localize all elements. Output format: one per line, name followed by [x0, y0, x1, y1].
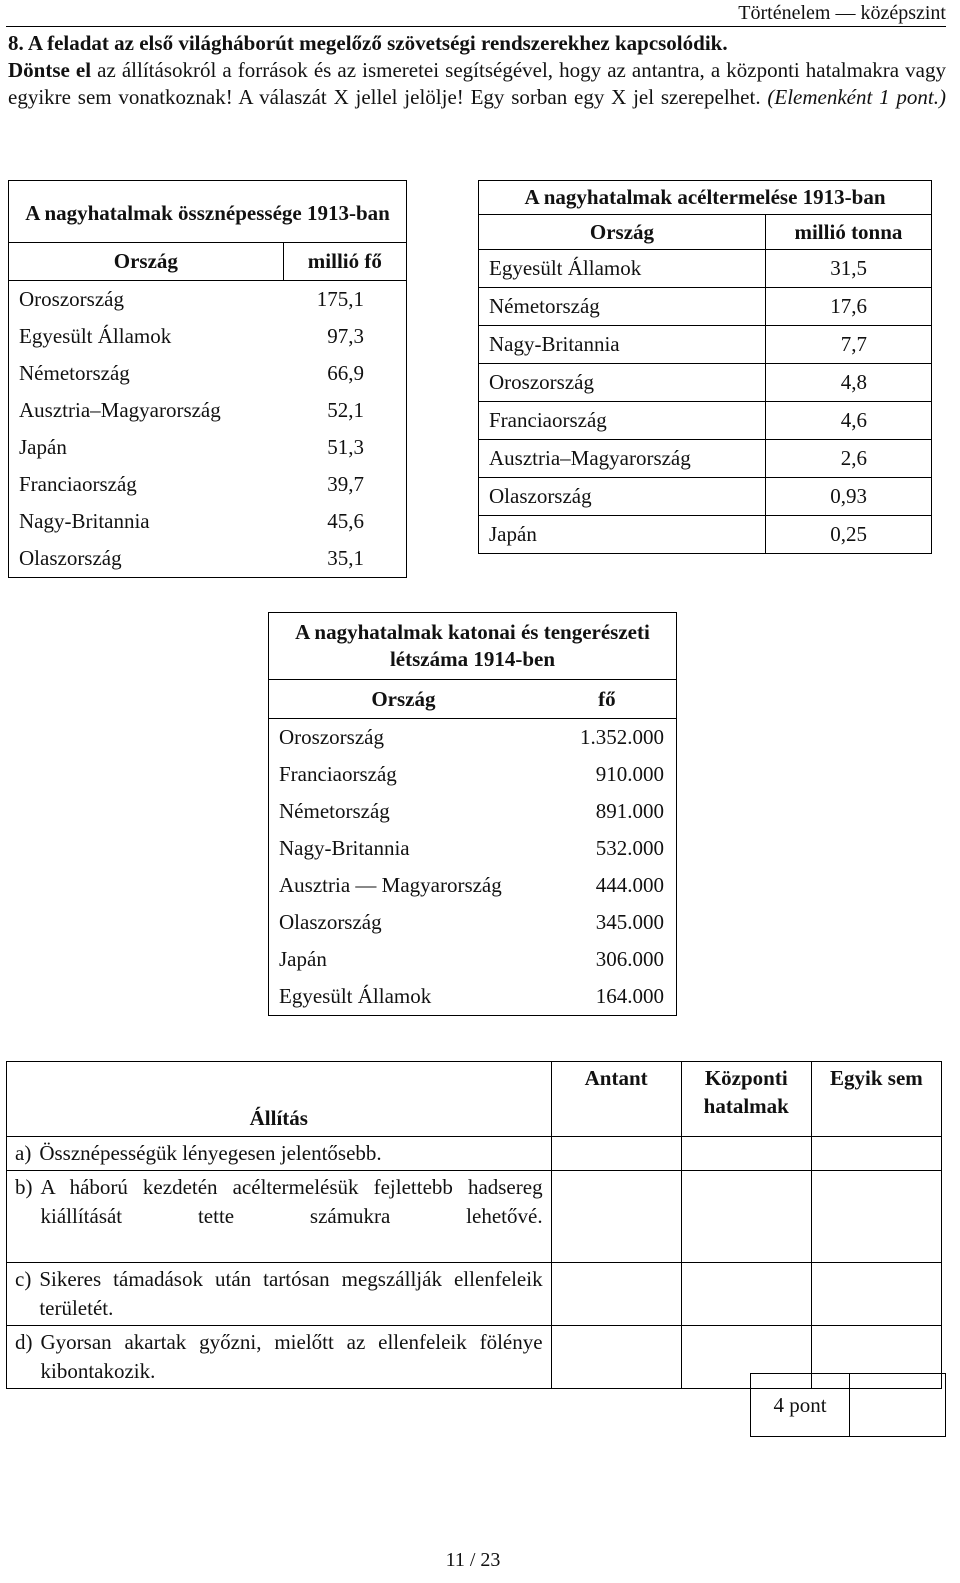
- statement-text: Gyorsan akartak győzni, mielőtt az ellenfeleik fölénye kibontakozik.: [40, 1330, 543, 1383]
- table-row: [9, 429, 407, 466]
- answer-col-neither: Egyik sem: [811, 1062, 941, 1137]
- population-col-country: Ország: [9, 243, 284, 281]
- steel-col-value: millió tonna: [765, 215, 931, 250]
- answer-cell-central[interactable]: [681, 1137, 811, 1171]
- page-header-subject: Történelem — középszint: [738, 2, 946, 24]
- country-cell: Franciaország: [9, 466, 284, 503]
- country-cell: Németország: [479, 288, 766, 326]
- table-row: [269, 978, 677, 1016]
- table-row: [269, 867, 677, 904]
- country-cell: Oroszország: [269, 719, 538, 757]
- population-col-value: millió fő: [283, 243, 406, 281]
- answer-cell-entente[interactable]: [551, 1326, 681, 1389]
- country-cell: Olaszország: [9, 540, 284, 578]
- statement-label: a): [15, 1141, 32, 1165]
- answer-col-entente: Antant: [551, 1062, 681, 1137]
- value-cell: 164.000: [538, 978, 677, 1016]
- score-label: 4 pont: [751, 1374, 850, 1436]
- country-cell: Japán: [479, 516, 766, 554]
- statement-label: c): [15, 1267, 32, 1291]
- table-row: [479, 250, 932, 288]
- country-cell: Franciaország: [269, 756, 538, 793]
- table-row: [479, 326, 932, 364]
- table-row: [269, 941, 677, 978]
- answer-cell-neither[interactable]: [811, 1137, 941, 1171]
- table-row: [9, 355, 407, 392]
- task-title: 8. A feladat az első világháborút megelőző szövetségi rendszerekhez kapcsolódik.: [8, 31, 728, 55]
- value-cell: 2,6: [765, 440, 931, 478]
- military-table-title: A nagyhatalmak katonai és tengerészeti létszáma 1914-ben: [269, 613, 677, 680]
- country-cell: Nagy-Britannia: [9, 503, 284, 540]
- value-cell: 52,1: [283, 392, 406, 429]
- answer-cell-entente[interactable]: [551, 1171, 681, 1263]
- steel-table: [478, 180, 932, 554]
- population-table: [8, 180, 407, 578]
- military-col-country: Ország: [269, 680, 538, 719]
- value-cell: 4,6: [765, 402, 931, 440]
- value-cell: 910.000: [538, 756, 677, 793]
- value-cell: 532.000: [538, 830, 677, 867]
- table-row: [269, 719, 677, 757]
- steel-table-title: A nagyhatalmak acéltermelése 1913-ban: [479, 181, 932, 215]
- statement-label: d): [15, 1330, 33, 1354]
- value-cell: 31,5: [765, 250, 931, 288]
- country-cell: Ausztria–Magyarország: [9, 392, 284, 429]
- instruction-text: az állításokról a források és az ismeretei segítségével, hogy az antantra, a központi hatalmakra vagy egyikre sem vonatkoznak! A válaszát X jellel jelölje! Egy sorban egy X jel szerepelhet.: [8, 58, 946, 109]
- table-row: [269, 756, 677, 793]
- value-cell: 45,6: [283, 503, 406, 540]
- table-row: [479, 516, 932, 554]
- statement-row: [7, 1263, 942, 1326]
- country-cell: Nagy-Britannia: [479, 326, 766, 364]
- answer-cell-entente[interactable]: [551, 1263, 681, 1326]
- table-row: [479, 440, 932, 478]
- page-number: 11 / 23: [445, 1549, 501, 1571]
- country-cell: Olaszország: [479, 478, 766, 516]
- table-row: [269, 793, 677, 830]
- value-cell: 39,7: [283, 466, 406, 503]
- table-row: [479, 478, 932, 516]
- country-cell: Egyesült Államok: [269, 978, 538, 1016]
- statement-label: b): [15, 1175, 33, 1199]
- answer-cell-central[interactable]: [681, 1263, 811, 1326]
- country-cell: Oroszország: [479, 364, 766, 402]
- country-cell: Olaszország: [269, 904, 538, 941]
- points-note: (Elemenként 1 pont.): [767, 85, 946, 109]
- table-row: [9, 318, 407, 355]
- header-rule: [6, 26, 946, 27]
- country-cell: Japán: [269, 941, 538, 978]
- value-cell: 0,25: [765, 516, 931, 554]
- answer-cell-neither[interactable]: [811, 1171, 941, 1263]
- value-cell: 306.000: [538, 941, 677, 978]
- answer-grid: [6, 1061, 942, 1389]
- statement-text: Össznépességük lényegesen jelentősebb.: [39, 1141, 382, 1165]
- score-box: [750, 1373, 946, 1437]
- table-row: [9, 540, 407, 578]
- answer-cell-neither[interactable]: [811, 1263, 941, 1326]
- military-table: [268, 612, 677, 1016]
- statement-row: [7, 1171, 942, 1263]
- table-row: [479, 364, 932, 402]
- country-cell: Ausztria — Magyarország: [269, 867, 538, 904]
- table-row: [9, 503, 407, 540]
- table-row: [269, 830, 677, 867]
- table-row: [9, 392, 407, 429]
- country-cell: Ausztria–Magyarország: [479, 440, 766, 478]
- task-intro: [8, 30, 946, 138]
- country-cell: Oroszország: [9, 281, 284, 319]
- military-col-value: fő: [538, 680, 677, 719]
- statement-text: A háború kezdetén acéltermelésük fejlettebb hadsereg kiállítását tette számukra lehetővé.: [40, 1175, 543, 1228]
- value-cell: 1.352.000: [538, 719, 677, 757]
- value-cell: 175,1: [283, 281, 406, 319]
- statement-row: [7, 1137, 942, 1171]
- value-cell: 4,8: [765, 364, 931, 402]
- answer-cell-entente[interactable]: [551, 1137, 681, 1171]
- country-cell: Japán: [9, 429, 284, 466]
- value-cell: 97,3: [283, 318, 406, 355]
- answer-cell-central[interactable]: [681, 1171, 811, 1263]
- value-cell: 51,3: [283, 429, 406, 466]
- answer-col-statement: Állítás: [7, 1062, 552, 1137]
- value-cell: 7,7: [765, 326, 931, 364]
- table-row: [9, 466, 407, 503]
- country-cell: Franciaország: [479, 402, 766, 440]
- value-cell: 66,9: [283, 355, 406, 392]
- population-table-title: A nagyhatalmak össznépessége 1913-ban: [9, 181, 407, 243]
- country-cell: Egyesült Államok: [9, 318, 284, 355]
- answer-col-central: Központi hatalmak: [681, 1062, 811, 1137]
- country-cell: Németország: [9, 355, 284, 392]
- table-row: [479, 288, 932, 326]
- task-instructions: [8, 57, 946, 138]
- statement-text: Sikeres támadások után tartósan megszállják ellenfeleik területét.: [39, 1267, 543, 1320]
- country-cell: Németország: [269, 793, 538, 830]
- value-cell: 345.000: [538, 904, 677, 941]
- country-cell: Egyesült Államok: [479, 250, 766, 288]
- value-cell: 17,6: [765, 288, 931, 326]
- steel-col-country: Ország: [479, 215, 766, 250]
- value-cell: 891.000: [538, 793, 677, 830]
- table-row: [269, 904, 677, 941]
- value-cell: 35,1: [283, 540, 406, 578]
- country-cell: Nagy-Britannia: [269, 830, 538, 867]
- instruction-keyword: Döntse el: [8, 58, 92, 82]
- table-row: [9, 281, 407, 319]
- value-cell: 0,93: [765, 478, 931, 516]
- value-cell: 444.000: [538, 867, 677, 904]
- table-row: [479, 402, 932, 440]
